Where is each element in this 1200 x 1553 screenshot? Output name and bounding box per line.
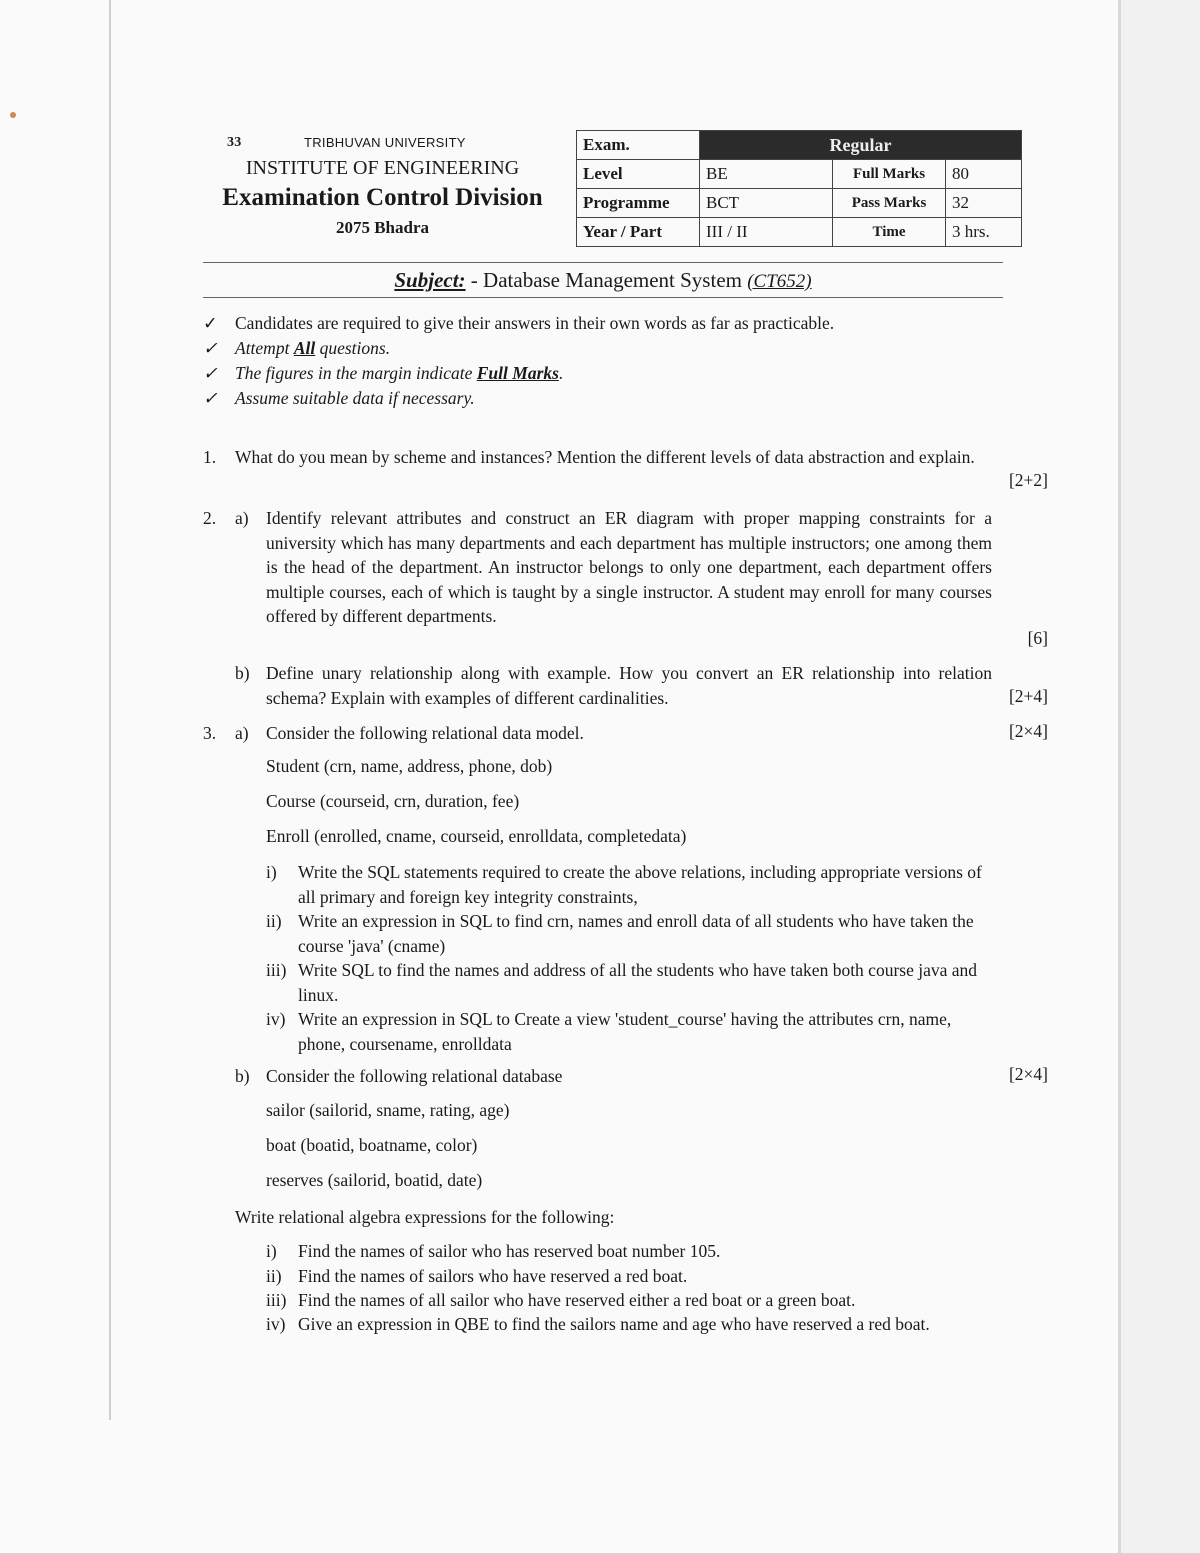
list-item: [298, 860, 992, 909]
year-part-label: Year / Part: [577, 218, 700, 247]
check-icon: ✓: [203, 388, 218, 408]
list-item: Find the names of sailor who has reserved boat number 105.: [298, 1241, 721, 1261]
question-marks: [2×4]: [1008, 721, 1048, 741]
list-item: Find the names of all sailor who have reserved either a red boat or a green boat.: [298, 1290, 856, 1310]
table-row: [577, 131, 1022, 160]
question-2b: [266, 661, 992, 710]
question-text: Identify relevant attributes and construct an ER diagram with proper mapping constraints for a university which has many departments and each department has multiple instructors; one among them is the head of the department. An instructor belongs to only one department, each department offers multiple courses, each of which is taught by a single instructor. A student may enroll for many courses offered by different departments.: [266, 508, 992, 626]
item-label: iv): [266, 1009, 286, 1029]
exam-label: Exam.: [577, 131, 700, 160]
question-marks: [2+4]: [1008, 686, 1048, 706]
subquestion-label: a): [235, 723, 249, 743]
university-line: [200, 133, 565, 153]
check-icon: ✓: [203, 338, 218, 358]
programme-label: Programme: [577, 189, 700, 218]
instruction-item: [203, 388, 834, 413]
question-marks: [6]: [1027, 628, 1048, 648]
instruction-item: [203, 363, 834, 388]
schema-line: reserves (sailorid, boatid, date): [266, 1170, 483, 1190]
subject-name: Database Management System: [483, 268, 742, 292]
subject-code: (CT652): [747, 271, 812, 292]
schema-line: Course (courseid, crn, duration, fee): [266, 791, 520, 811]
list-item: [298, 958, 992, 1007]
list-item: [298, 1312, 992, 1337]
instruction-item: [203, 313, 834, 338]
subquestion-label: b): [235, 663, 250, 683]
scan-edge: [109, 0, 111, 1420]
instructions: [203, 313, 834, 413]
instruction-text: Attempt: [235, 338, 294, 358]
question-2a: [266, 506, 992, 629]
question-number: 2.: [203, 508, 217, 528]
question-text: Define unary relationship along with example. How you convert an ER relationship into relation schema? Explain with examples of different cardinalities.: [266, 663, 992, 708]
university-name: TRIBHUVAN UNIVERSITY: [304, 135, 466, 150]
schema-line: sailor (sailorid, sname, rating, age): [266, 1100, 510, 1120]
question-text: What do you mean by scheme and instances? Mention the different levels of data abstraction and explain.: [235, 447, 975, 467]
time-label: Time: [833, 218, 946, 247]
table-row: [577, 189, 1022, 218]
item-text: Give an expression in QBE to find the sailors name and age who have reserved a red boat.: [298, 1314, 930, 1334]
exam-type: Regular: [700, 131, 1022, 160]
year-part-value: III / II: [700, 218, 833, 247]
table-row: [577, 218, 1022, 247]
item-label: ii): [266, 1266, 282, 1286]
schema-line: boat (boatid, boatname, color): [266, 1135, 478, 1155]
item-text: Write the SQL statements required to create the above relations, including appropriate versions of all primary and foreign key integrity constraints,: [298, 862, 982, 907]
question-number: 3.: [203, 723, 217, 743]
full-marks-label: Full Marks: [833, 160, 946, 189]
question-1: [235, 445, 992, 470]
check-icon: ✓: [203, 313, 218, 333]
question-3a: Consider the following relational data model.: [266, 723, 584, 743]
list-item: Find the names of sailors who have reserved a red boat.: [298, 1266, 688, 1286]
time-value: 3 hrs.: [946, 218, 1022, 247]
instruction-text: questions.: [315, 338, 391, 358]
programme-value: BCT: [700, 189, 833, 218]
check-icon: ✓: [203, 363, 218, 383]
paper-code: 33: [227, 135, 242, 150]
subject-line: [203, 268, 1003, 293]
scan-edge: [1118, 0, 1121, 1553]
question-marks: [2+2]: [1008, 470, 1048, 490]
divider: [203, 262, 1003, 263]
level-label: Level: [577, 160, 700, 189]
list-item: [298, 909, 992, 958]
subquestion-label: a): [235, 508, 249, 528]
item-text: Write an expression in SQL to Create a view 'student_course' having the attributes crn, name, phone, coursename, enrolldata: [298, 1009, 952, 1054]
schema-line: Enroll (enrolled, cname, courseid, enrolldata, completedata): [266, 826, 687, 846]
list-item: [298, 1007, 992, 1056]
question-marks: [2×4]: [1008, 1064, 1048, 1084]
item-label: i): [266, 1241, 277, 1261]
item-label: iii): [266, 960, 287, 980]
level-value: BE: [700, 160, 833, 189]
instruction-text: Candidates are required to give their answers in their own words as far as practicable.: [235, 313, 835, 333]
item-text: Write SQL to find the names and address of all the students who have taken both course java and linux.: [298, 960, 978, 1005]
scan-speck: [10, 112, 16, 118]
instruction-text: .: [558, 363, 564, 383]
subject-label: Subject:: [394, 268, 466, 292]
institute-name: INSTITUTE OF ENGINEERING: [245, 157, 520, 179]
pass-marks-value: 32: [946, 189, 1022, 218]
item-label: ii): [266, 911, 282, 931]
pass-marks-label: Pass Marks: [833, 189, 946, 218]
subquestion-label: b): [235, 1066, 250, 1086]
instruction-text: Assume suitable data if necessary.: [235, 388, 475, 408]
instruction-text: The figures in the margin indicate: [235, 363, 477, 383]
instruction-emphasis: All: [293, 338, 316, 358]
question-intro: Write relational algebra expressions for the following:: [235, 1207, 615, 1227]
divider: [203, 297, 1003, 298]
item-text: Write an expression in SQL to find crn, names and enroll data of all students who have taken the course 'java' (cname): [298, 911, 974, 956]
question-number: 1.: [203, 447, 217, 467]
item-label: iv): [266, 1314, 286, 1334]
instruction-item: [203, 338, 834, 363]
scan-shadow: [1121, 0, 1200, 1553]
subject-dash: -: [465, 268, 484, 292]
exam-header: [200, 133, 565, 238]
schema-line: Student (crn, name, address, phone, dob): [266, 756, 553, 776]
division-name: Examination Control Division: [222, 184, 543, 211]
full-marks-value: 80: [946, 160, 1022, 189]
item-label: i): [266, 862, 277, 882]
question-3b: Consider the following relational database: [266, 1066, 563, 1086]
exam-session: 2075 Bhadra: [335, 218, 430, 237]
item-label: iii): [266, 1290, 287, 1310]
table-row: [577, 160, 1022, 189]
exam-info-table: [576, 130, 1022, 247]
instruction-emphasis: Full Marks: [476, 363, 559, 383]
